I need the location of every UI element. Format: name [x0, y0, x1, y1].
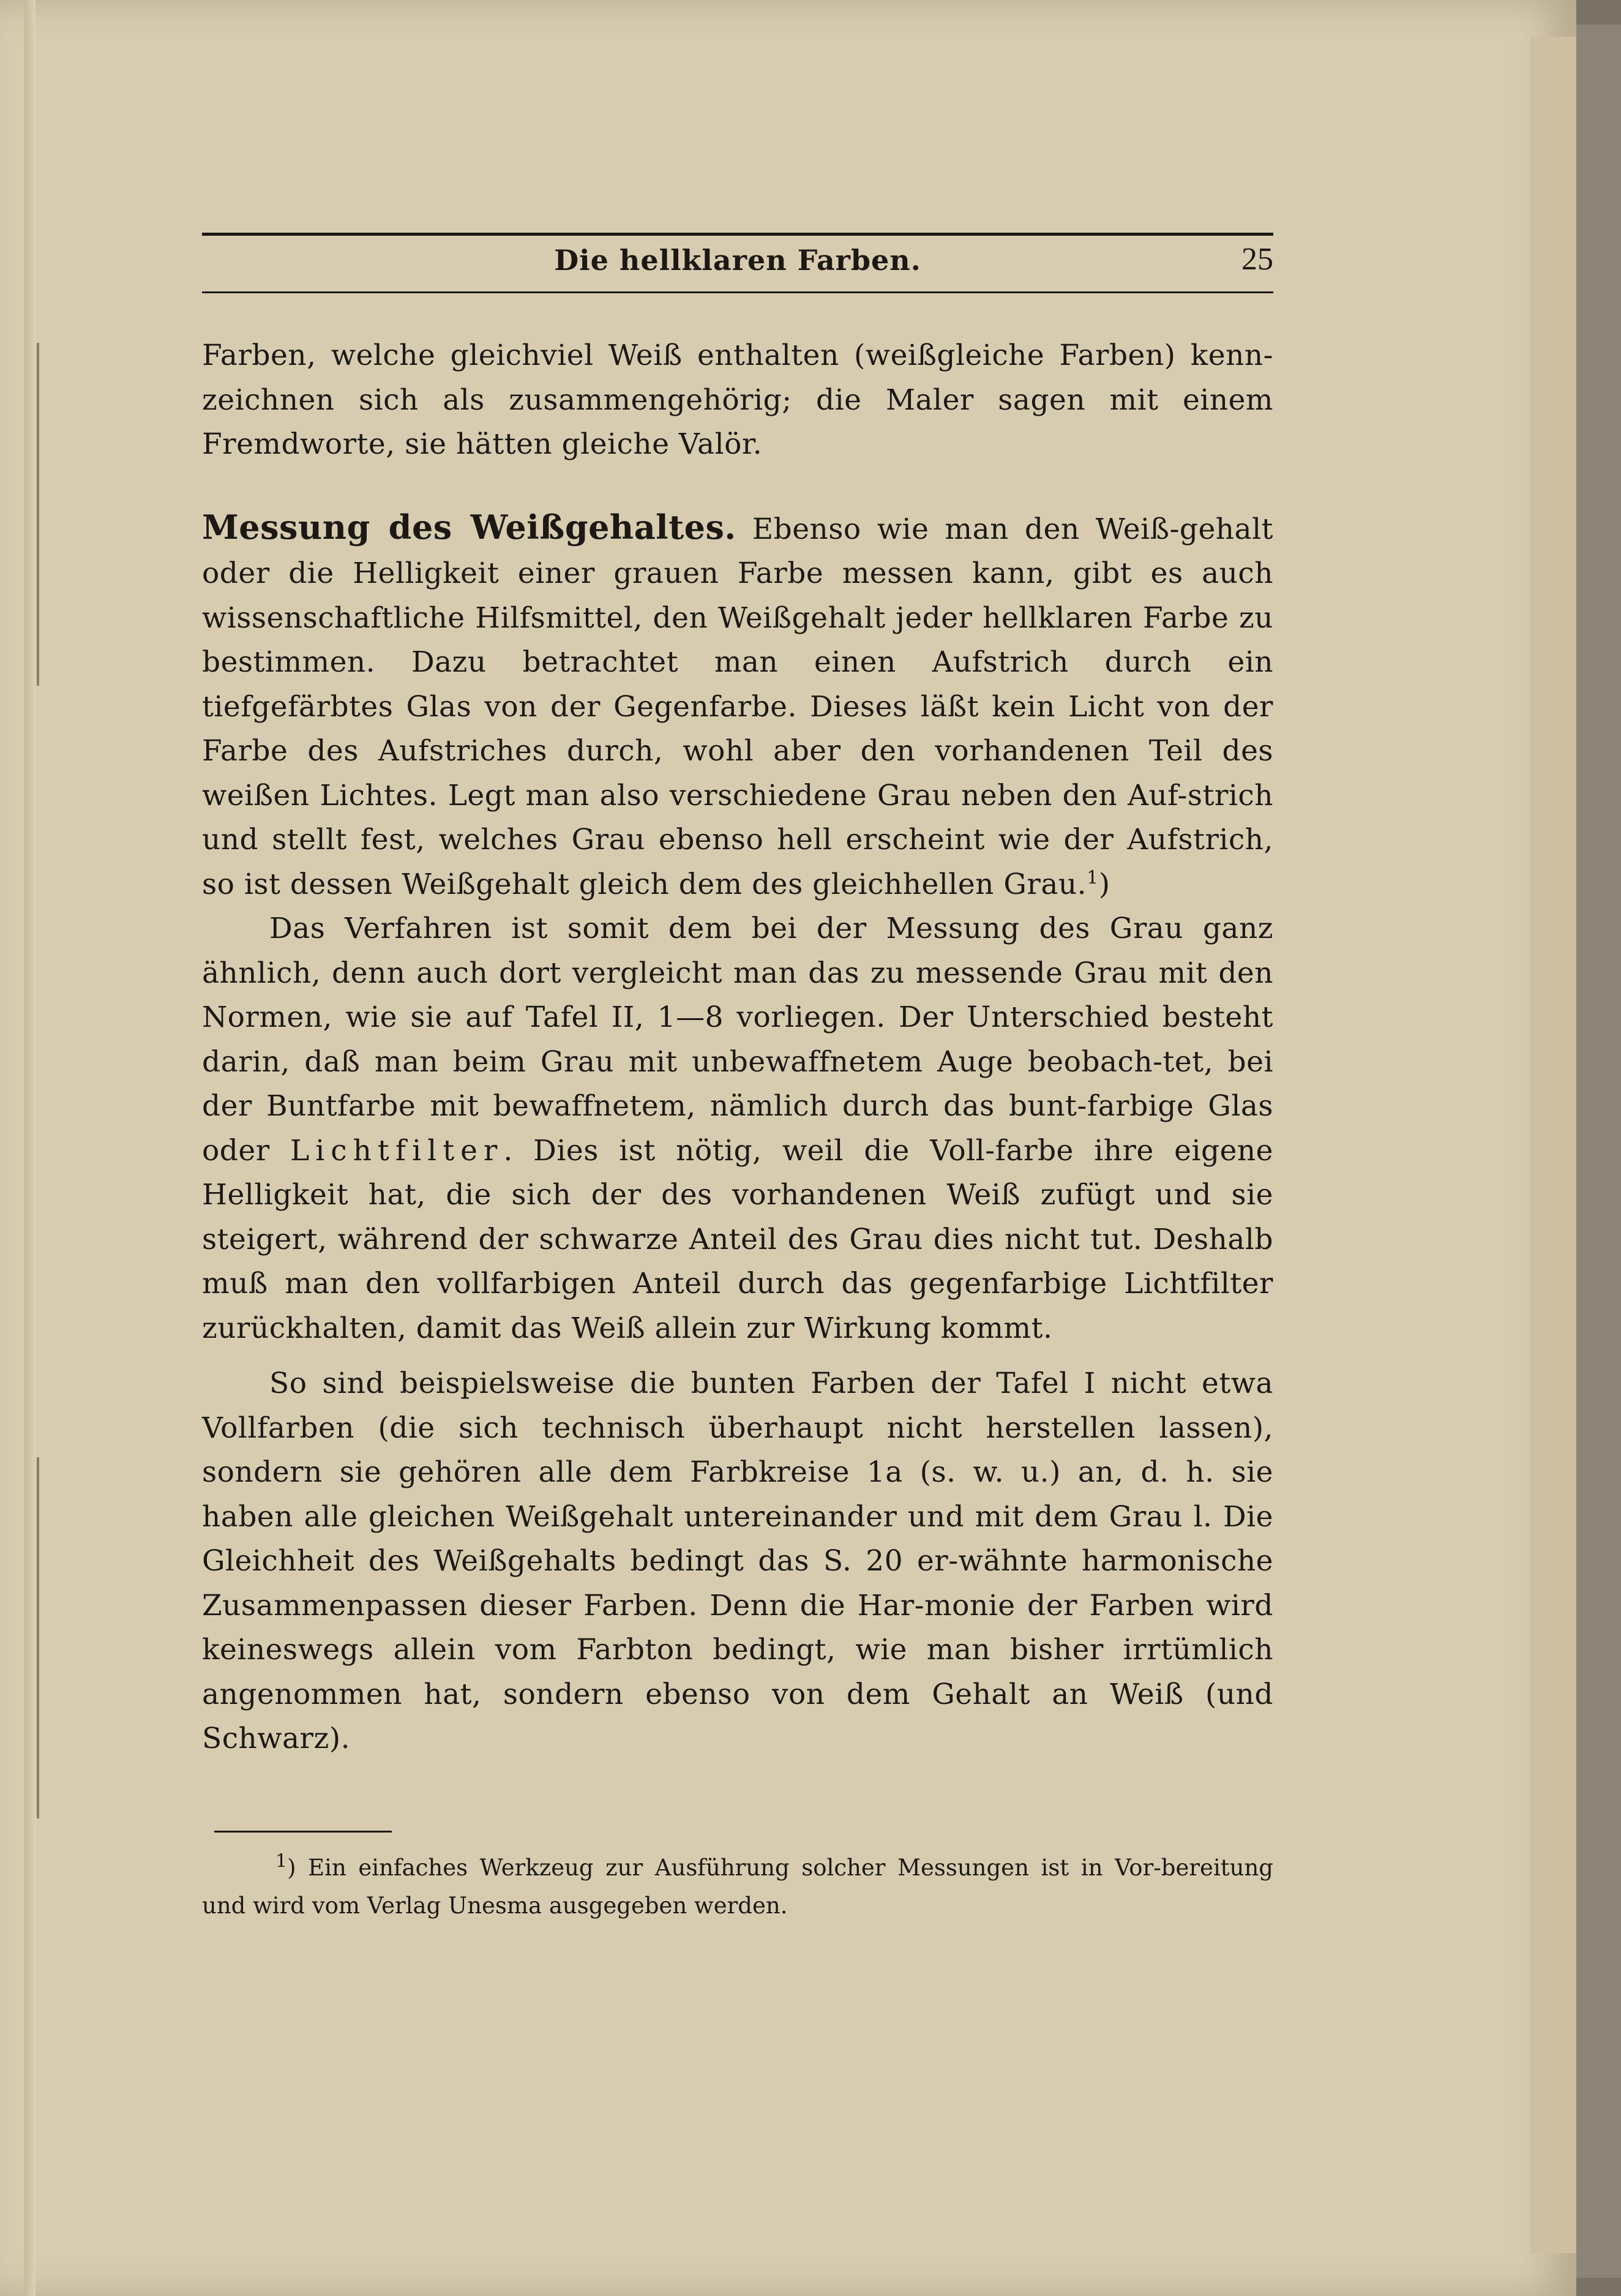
paragraph — [202, 505, 1273, 907]
paragraph-text: ) — [1098, 867, 1110, 901]
body-text — [202, 334, 1273, 1761]
paragraph-text: Das Verfahren ist somit dem bei der Messung des Grau ganz ähnlich, denn auch dort vergleicht man das zu messende Grau mit den Normen, wie sie auf Tafel II, 1—8 vorliegen. Der Unterschied besteht darin, daß man beim Grau mit unbewaffnetem Auge beobach-tet, bei der Buntfarbe mit bewaffnetem, nämlich durch das bunt-farbige Glas oder — [202, 912, 1273, 1168]
footnote — [202, 1849, 1273, 1925]
header-rule-top — [202, 233, 1273, 236]
binding-thread — [37, 1457, 39, 1818]
binding-thread — [37, 343, 39, 686]
running-title: Die hellklaren Farben. — [554, 244, 921, 277]
paragraph-text: . Dies ist nötig, weil die Voll-farbe ihre eigene Helligkeit hat, die sich der des vorhandenen Weiß zufügt und sie steigert, während der schwarze Anteil des Grau dies nicht tut. Deshalb muß man den vollfarbigen Anteil durch das gegenfarbige Lichtfilter zurückhalten, damit das Weiß allein zur Wirkung kommt. — [202, 1133, 1273, 1345]
footnote-rule — [214, 1831, 392, 1833]
section-heading: Messung des Weißgehaltes. — [202, 507, 736, 547]
footnote-text: ) Ein einfaches Werkzeug zur Ausführung solcher Messungen ist in Vor-bereitung und wird vom Verlag Unesma ausgegeben werden. — [202, 1855, 1273, 1919]
footnote-ref: 1 — [1087, 866, 1099, 888]
paragraph — [202, 907, 1273, 1351]
footnote-marker: 1 — [275, 1850, 288, 1872]
page-number: 25 — [1241, 242, 1273, 277]
header-rule-bottom — [202, 291, 1273, 293]
paragraph: Farben, welche gleichviel Weiß enthalten (weißgleiche Farben) kenn-zeichnen sich als zusammengehörig; die Maler sagen mit einem Fremdworte, sie hätten gleiche Valör. — [202, 339, 1273, 461]
paragraph-text: Ebenso wie man den Weiß-gehalt oder die Helligkeit einer grauen Farbe messen kann, gibt es auch wissenschaftliche Hilfsmittel, den Weißgehalt jeder hellklaren Farbe zu bestimmen. Dazu betrachtet man einen Aufstrich durch ein tiefgefärbtes Glas von der Gegenfarbe. Dieses läßt kein Licht von der Farbe des Aufstriches durch, wohl aber den vorhandenen Teil des weißen Lichtes. Legt man also verschiedene Grau neben den Auf-strich und stellt fest, welches Grau ebenso hell erscheint wie der Aufstrich, so ist dessen Weißgehalt gleich dem des gleichhellen Grau. — [202, 512, 1273, 901]
paragraph: So sind beispielsweise die bunten Farben der Tafel I nicht etwa Vollfarben (die sich technisch überhaupt nicht herstellen lassen), sondern sie gehören alle dem Farbkreise 1a (s. w. u.) an, d. h. sie haben alle gleichen Weißgehalt untereinander und mit dem Grau l. Die Gleichheit des Weißgehalts bedingt das S. 20 er-wähnte harmonische Zusammenpassen dieser Farben. Denn die Har-monie der Farben wird keineswegs allein vom Farbton bedingt, wie man bisher irrtümlich angenommen hat, sondern ebenso von dem Gehalt an Weiß (und Schwarz). — [202, 1367, 1273, 1755]
emphasized-term: Lichtfilter — [290, 1133, 504, 1168]
page-edge — [1530, 37, 1576, 2253]
binding-strip — [24, 0, 36, 2296]
